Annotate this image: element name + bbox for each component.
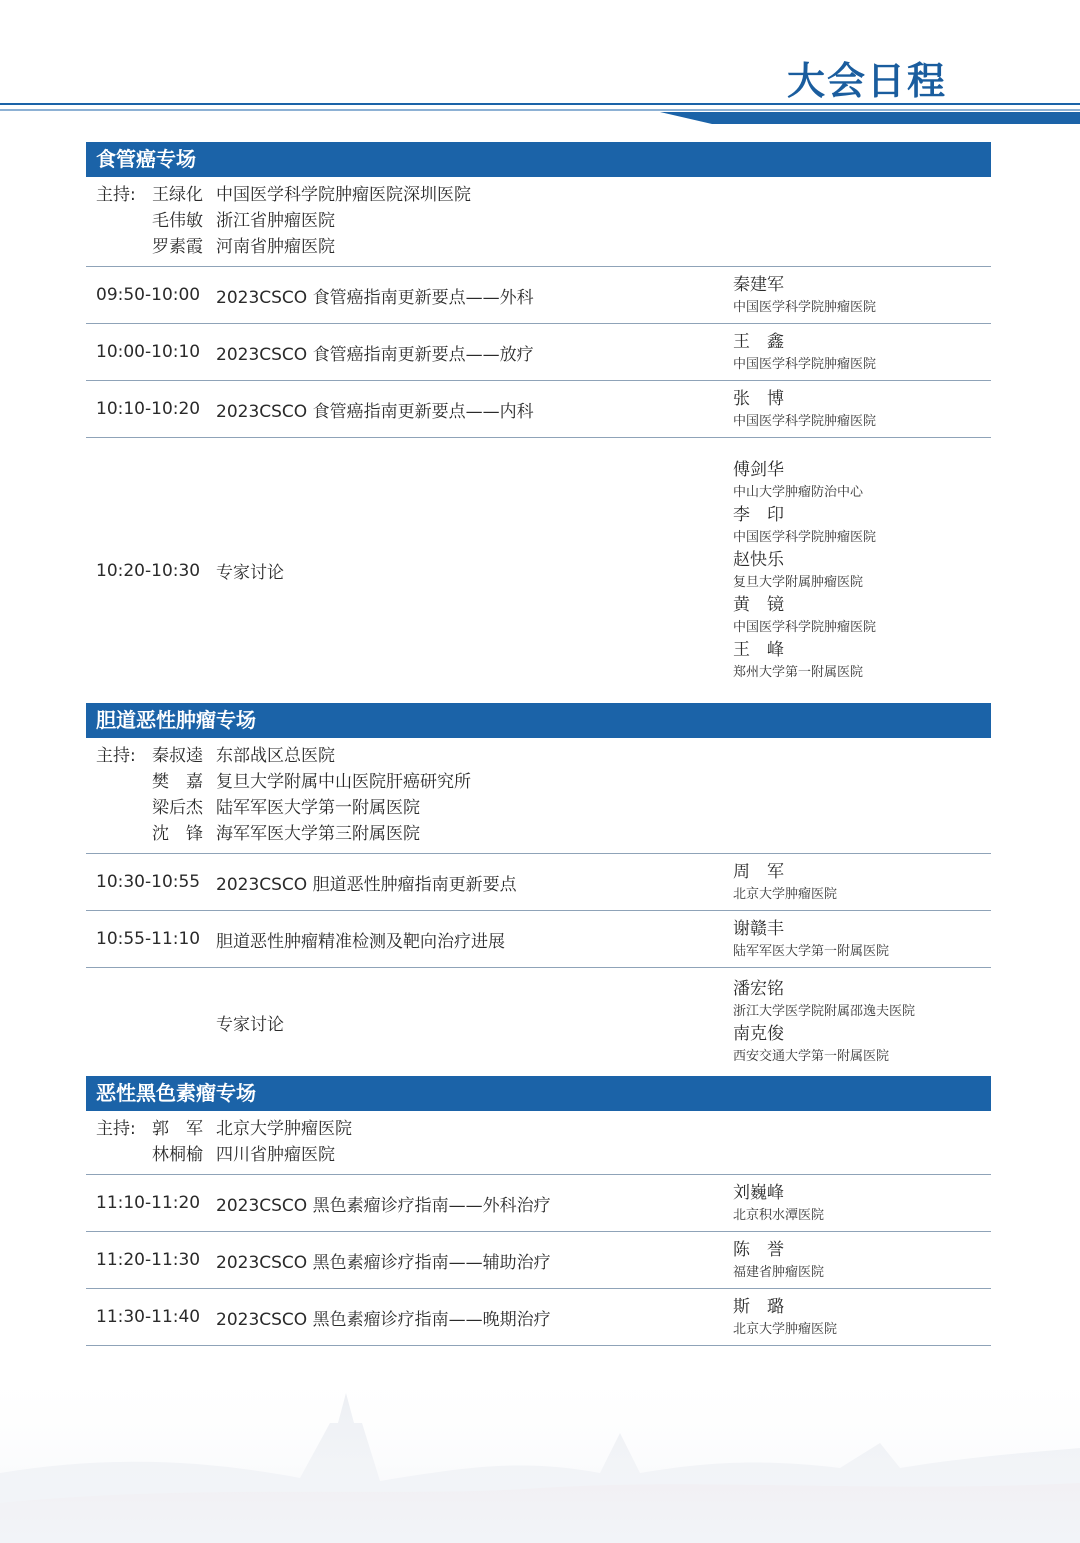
host-prefix: 主持:: [96, 185, 136, 205]
speaker-org: 中山大学肿瘤防治中心: [733, 485, 864, 500]
speaker-name: 秦建军: [733, 274, 784, 295]
speakers: [733, 381, 991, 438]
speaker-name: 李 印: [733, 505, 784, 525]
schedule-row: [86, 1232, 991, 1289]
speaker-name: 周 军: [733, 861, 784, 882]
schedule-row: [86, 324, 991, 381]
speaker-org: 浙江大学医学院附属邵逸夫医院: [733, 1004, 916, 1019]
speaker-org: 北京大学肿瘤医院: [733, 1321, 838, 1337]
city-skyline-decoration: [0, 1363, 1080, 1543]
host-org: 四川省肿瘤医院: [216, 1145, 335, 1165]
speaker-org: 北京大学肿瘤医院: [733, 886, 838, 902]
section-header: 恶性黑色素瘤专场: [86, 1076, 991, 1111]
speakers: [733, 971, 991, 1073]
host-org: 中国医学科学院肿瘤医院深圳医院: [216, 185, 471, 205]
speaker-org: 西安交通大学第一附属医院: [733, 1049, 890, 1064]
section-header: 胆道恶性肿瘤专场: [86, 703, 991, 738]
section-header: 食管癌专场: [86, 142, 991, 177]
time-slot: 11:20-11:30: [96, 1250, 201, 1270]
speaker-org: 中国医学科学院肿瘤医院: [733, 356, 877, 372]
host-name: 秦叔逵: [152, 746, 203, 766]
time-slot: 10:10-10:20: [96, 399, 201, 419]
schedule-row: [86, 1175, 991, 1232]
host-line: [96, 795, 991, 821]
speakers: [733, 854, 991, 911]
host-org: 北京大学肿瘤医院: [216, 1119, 352, 1139]
host-line: [96, 234, 991, 260]
schedule-row: [86, 438, 991, 703]
host-name: 毛伟敏: [152, 211, 203, 231]
speakers: [733, 911, 991, 968]
time-slot: 10:30-10:55: [96, 872, 201, 892]
speaker-org: 中国医学科学院肿瘤医院: [733, 620, 877, 635]
host-name: 王绿化: [152, 185, 203, 205]
schedule-row: [86, 267, 991, 324]
time-slot: 10:00-10:10: [96, 342, 201, 362]
speaker-org: 复旦大学附属肿瘤医院: [733, 575, 864, 590]
speakers: [733, 267, 991, 324]
topic: 胆道恶性肿瘤精准检测及靶向治疗进展: [216, 931, 505, 952]
speaker-name: 潘宏铭: [733, 979, 784, 999]
section-biliary: [86, 703, 991, 1076]
time-slot: 11:10-11:20: [96, 1193, 201, 1213]
speakers: [733, 324, 991, 381]
speaker-org: 中国医学科学院肿瘤医院: [733, 299, 877, 315]
speaker-org: 北京积水潭医院: [733, 1207, 825, 1223]
schedule-row: [86, 968, 991, 1076]
topic: 2023CSCO 食管癌指南更新要点——放疗: [216, 344, 534, 365]
speaker-name: 王 鑫: [733, 331, 784, 352]
schedule: [86, 142, 991, 1346]
host-name: 樊 嘉: [152, 772, 203, 792]
host-line: [96, 1142, 991, 1168]
speaker-name: 王 峰: [733, 640, 784, 660]
schedule-row: [86, 854, 991, 911]
host-line: [96, 769, 991, 795]
topic: 专家讨论: [216, 563, 284, 583]
speakers: [733, 1175, 991, 1232]
host-org: 东部战区总医院: [216, 746, 335, 766]
section-esophageal: [86, 142, 991, 703]
host-prefix: 主持:: [96, 746, 136, 766]
host-name: 沈 锋: [152, 824, 203, 844]
host-org: 海军军医大学第三附属医院: [216, 824, 420, 844]
host-name: 郭 军: [152, 1119, 203, 1139]
schedule-row: [86, 381, 991, 438]
time-slot: 10:20-10:30: [96, 560, 201, 581]
speakers: [733, 1289, 991, 1346]
page-title: 大会日程: [786, 59, 947, 103]
topic: 2023CSCO 胆道恶性肿瘤指南更新要点: [216, 874, 517, 895]
speaker-name: 刘巍峰: [733, 1182, 784, 1203]
host-name: 罗素霞: [152, 237, 203, 257]
host-line: [96, 182, 991, 208]
hosts: [86, 1111, 991, 1175]
host-prefix: 主持:: [96, 1119, 136, 1139]
speakers: [733, 452, 991, 689]
speakers: [733, 1232, 991, 1289]
host-line: [96, 1116, 991, 1142]
speaker-name: 赵快乐: [733, 550, 784, 570]
time-slot: 11:30-11:40: [96, 1307, 201, 1327]
hosts: [86, 738, 991, 854]
schedule-row: [86, 911, 991, 968]
host-line: [96, 208, 991, 234]
speaker-org: 陆军军医大学第一附属医院: [733, 943, 890, 959]
speaker-name: 黄 镜: [733, 595, 784, 615]
speaker-org: 中国医学科学院肿瘤医院: [733, 530, 877, 545]
host-org: 浙江省肿瘤医院: [216, 211, 335, 231]
host-org: 复旦大学附属中山医院肝癌研究所: [216, 772, 471, 792]
host-line: [96, 821, 991, 847]
speaker-name: 傅剑华: [733, 460, 784, 480]
topic: 2023CSCO 黑色素瘤诊疗指南——辅助治疗: [216, 1252, 551, 1273]
schedule-row: [86, 1289, 991, 1346]
time-slot: 09:50-10:00: [96, 285, 201, 305]
host-name: 梁后杰: [152, 798, 203, 818]
topic: 专家讨论: [216, 1014, 284, 1035]
speaker-name: 张 博: [733, 388, 784, 409]
speaker-org: 福建省肿瘤医院: [733, 1264, 825, 1280]
topic: 2023CSCO 黑色素瘤诊疗指南——晚期治疗: [216, 1309, 551, 1330]
hosts: [86, 177, 991, 267]
section-melanoma: [86, 1076, 991, 1346]
host-org: 陆军军医大学第一附属医院: [216, 798, 420, 818]
topic: 2023CSCO 食管癌指南更新要点——内科: [216, 401, 534, 422]
speaker-org: 郑州大学第一附属医院: [733, 665, 864, 680]
topic: 2023CSCO 食管癌指南更新要点——外科: [216, 287, 534, 308]
speaker-name: 南克俊: [733, 1024, 784, 1044]
speaker-name: 谢赣丰: [733, 918, 784, 939]
speaker-name: 陈 誉: [733, 1239, 784, 1260]
topic: 2023CSCO 黑色素瘤诊疗指南——外科治疗: [216, 1195, 551, 1216]
time-slot: 10:55-11:10: [96, 929, 201, 949]
host-line: [96, 743, 991, 769]
host-name: 林桐榆: [152, 1145, 203, 1165]
speaker-name: 斯 璐: [733, 1296, 784, 1317]
host-org: 河南省肿瘤医院: [216, 237, 335, 257]
speaker-org: 中国医学科学院肿瘤医院: [733, 413, 877, 429]
